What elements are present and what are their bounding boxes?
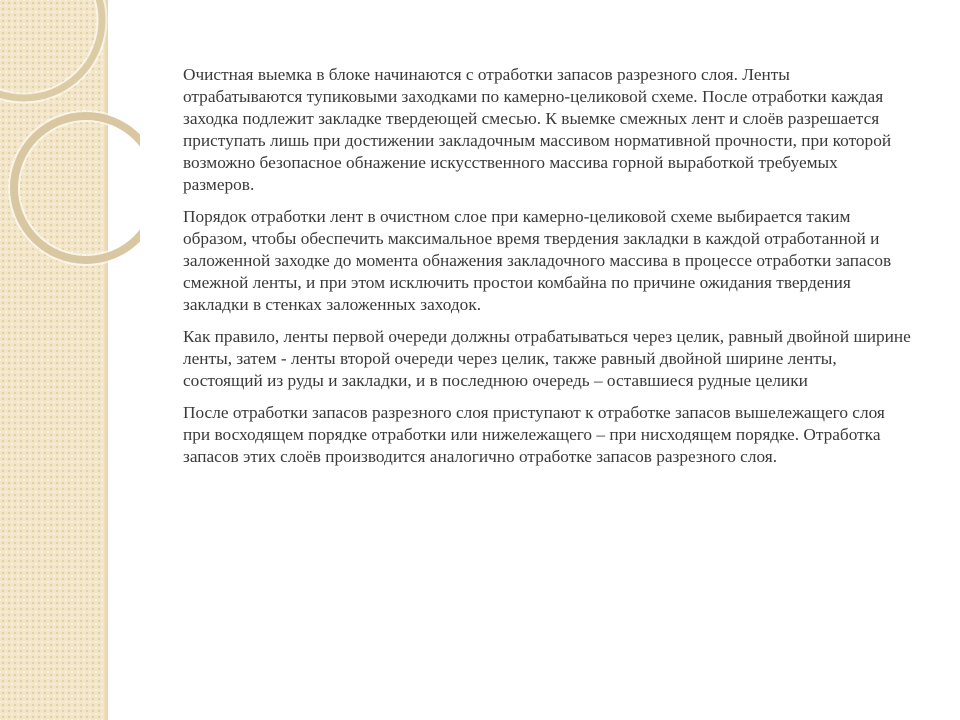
ring-top	[0, 0, 102, 98]
paragraph-2: Порядок отработки лент в очистном слое при камерно-целиковой схеме выбирается таким образом, чтобы обеспечить максимальное время твердения закладки в каждой отработанной и заложенной заходке до момента обнажения закладочного массива в процессе отработки запасов смежной ленты, и при этом исключить простои комбайна по причине ожидания твердения закладки в стенках заложенных заходок.	[183, 207, 892, 314]
decorative-rings	[0, 0, 140, 320]
paragraph-4: После отработки запасов разрезного слоя приступают к отработке запасов вышележащего слоя при восходящем порядке отработки или нижележащего – при нисходящем порядке. Отработка запасов этих слоёв производится аналогично отработке запасов разрезного слоя.	[183, 403, 885, 466]
paragraph-1: Очистная выемка в блоке начинаются с отработки запасов разрезного слоя. Ленты отрабатываются тупиковыми заходками по камерно-целиковой схеме. После отработки каждая заходка подлежит закладке твердеющей смесью. К выемке смежных лент и слоёв разрешается приступать лишь при достижении закладочным массивом нормативной прочности, при которой возможно безопасное обнажение искусственного массива горной выработкой требуемых размеров.	[183, 65, 892, 194]
ring-bottom	[14, 116, 140, 260]
text-body	[183, 64, 911, 478]
paragraph-3: Как правило, ленты первой очереди должны отрабатываться через целик, равный двойной ширине ленты, затем - ленты второй очереди через целик, также равный двойной ширине ленты, состоящий из руды и закладки, и в последнюю очередь – оставшиеся рудные целики	[183, 327, 911, 390]
ring-top-highlight	[0, 0, 102, 98]
